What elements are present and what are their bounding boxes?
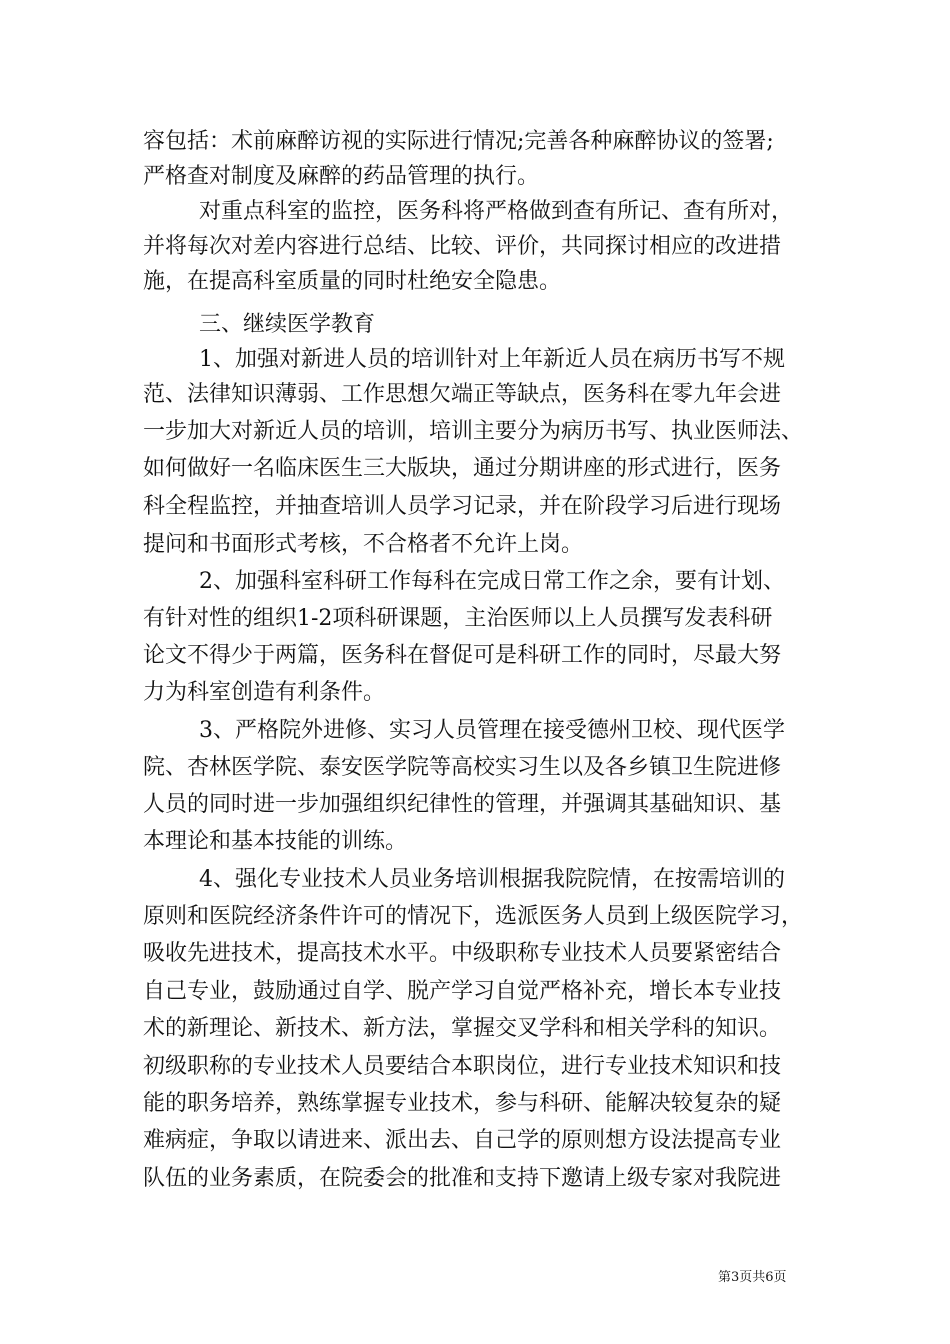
- body-text-line: 3、严格院外进修、实习人员管理在接受德州卫校、现代医学: [199, 718, 785, 743]
- body-text-line: 术的新理论、新技术、新方法，掌握交叉学科和相关学科的知识。: [143, 1016, 782, 1041]
- body-text-line: 论文不得少于两篇，医务科在督促可是科研工作的同时，尽最大努: [143, 643, 782, 668]
- body-text-line: 容包括：术前麻醉访视的实际进行情况;完善各种麻醉协议的签署;: [143, 129, 774, 154]
- body-text-line: 对重点科室的监控，医务科将严格做到查有所记、查有所对，: [199, 199, 794, 224]
- body-text-line: 初级职称的专业技术人员要结合本职岗位，进行专业技术知识和技: [143, 1054, 782, 1079]
- body-text-line: 如何做好一名临床医生三大版块，通过分期讲座的形式进行，医务: [143, 456, 782, 481]
- body-text-line: 队伍的业务素质，在院委会的批准和支持下邀请上级专家对我院进: [143, 1166, 782, 1191]
- body-text-line: 院、杏林医学院、泰安医学院等高校实习生以及各乡镇卫生院进修: [143, 755, 782, 780]
- body-text-line: 并将每次对差内容进行总结、比较、评价，共同探讨相应的改进措: [143, 234, 782, 259]
- section-heading: 三、继续医学教育: [199, 312, 376, 337]
- body-text-line: 力为科室创造有利条件。: [143, 680, 386, 705]
- body-text-line: 科全程监控，并抽查培训人员学习记录，并在阶段学习后进行现场: [143, 494, 782, 519]
- body-text-line: 严格查对制度及麻醉的药品管理的执行。: [143, 164, 540, 189]
- body-text-line: 2、加强科室科研工作每科在完成日常工作之余，要有计划、: [199, 569, 785, 594]
- body-text-line: 人员的同时进一步加强组织纪律性的管理，并强调其基础知识、基: [143, 792, 782, 817]
- body-text-line: 能的职务培养，熟练掌握专业技术，参与科研、能解决较复杂的疑: [143, 1091, 782, 1116]
- body-text-line: 一步加大对新近人员的培训，培训主要分为病历书写、执业医师法、: [143, 419, 804, 444]
- body-text-line: 1、加强对新进人员的培训针对上年新近人员在病历书写不规: [199, 347, 785, 372]
- body-text-line: 提问和书面形式考核，不合格者不允许上岗。: [143, 532, 584, 557]
- body-text-line: 本理论和基本技能的训练。: [143, 829, 408, 854]
- body-text-line: 难病症，争取以请进来、派出去、自己学的原则想方设法提高专业: [143, 1128, 782, 1153]
- page-number: 第3页共6页: [718, 1270, 787, 1285]
- body-text-line: 有针对性的组织1-2项科研课题，主治医师以上人员撰写发表科研: [143, 606, 773, 631]
- body-text-line: 自己专业，鼓励通过自学、脱产学习自觉严格补充，增长本专业技: [143, 979, 782, 1004]
- body-text-line: 施，在提高科室质量的同时杜绝安全隐患。: [143, 269, 562, 294]
- body-text-line: 吸收先进技术，提高技术水平。中级职称专业技术人员要紧密结合: [143, 941, 782, 966]
- body-text-line: 范、法律知识薄弱、工作思想欠端正等缺点，医务科在零九年会进: [143, 382, 782, 407]
- body-text-line: 4、强化专业技术人员业务培训根据我院院情，在按需培训的: [199, 867, 785, 892]
- body-text-line: 原则和医院经济条件许可的情况下，选派医务人员到上级医院学习，: [143, 904, 804, 929]
